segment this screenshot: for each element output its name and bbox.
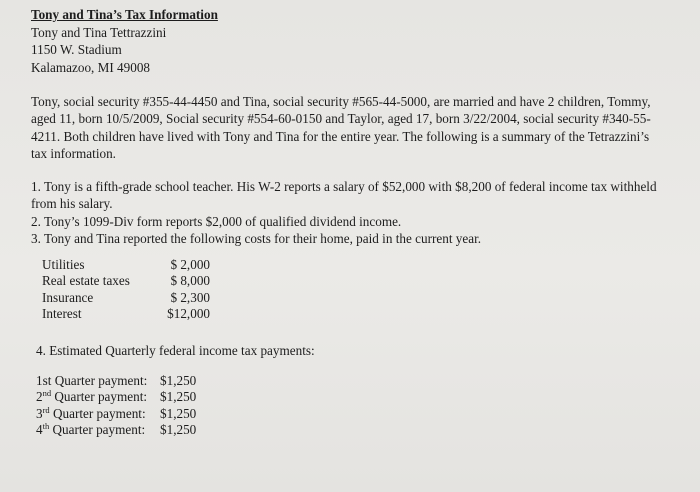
cost-label: Utilities	[42, 257, 85, 272]
cost-row	[42, 273, 210, 289]
cost-row	[42, 257, 210, 273]
quarter-ordinal: th	[42, 420, 50, 431]
quarter-text: Quarter payment:	[54, 373, 148, 388]
quarter-label	[36, 406, 160, 422]
quarterly-payments-table	[36, 373, 196, 438]
cost-amount: $ 2,000	[170, 257, 210, 272]
quarter-text: Quarter payment:	[54, 389, 148, 405]
cost-label: Real estate taxes	[42, 273, 130, 289]
quarter-label	[36, 373, 160, 389]
quarter-amount: $1,250	[160, 389, 197, 405]
quarter-number: 3	[36, 405, 43, 421]
street-address: 1150 W. Stadium	[31, 42, 122, 57]
header-block	[31, 6, 218, 76]
info-list	[31, 178, 671, 248]
quarter-row	[36, 406, 196, 422]
taxpayer-names: Tony and Tina Tettrazzini	[31, 24, 167, 40]
city-state-zip: Kalamazoo, MI 49008	[31, 59, 151, 75]
quarter-text: Quarter payment:	[52, 421, 146, 437]
quarter-amount: $1,250	[160, 405, 197, 421]
quarter-number: 2	[36, 389, 43, 405]
quarter-row	[36, 373, 196, 389]
quarter-number: 1st	[36, 373, 52, 388]
cost-amount: $12,000	[167, 306, 210, 322]
quarter-row	[36, 422, 196, 438]
cost-amount: $ 2,300	[170, 289, 210, 305]
quarter-row	[36, 389, 196, 405]
quarter-amount: $1,250	[160, 421, 197, 437]
intro-paragraph: Tony, social security #355-44-4450 and Tina, social security #565-44-5000, are married and have 2 children, Tommy, aged 11, born 10/5/2009, Social security #554-60-0150 and Taylor, aged 17, born 3/22/2004, social security #340-55-4211. Both children have lived with Tony and Tina for the entire year. The following is a summary of the Tetrazzini’s tax information.	[31, 94, 651, 162]
cost-amount: $ 8,000	[170, 273, 210, 289]
list-item: 3. Tony and Tina reported the following costs for their home, paid in the current year.	[31, 231, 482, 247]
quarter-label	[36, 422, 160, 438]
cost-label: Interest	[42, 306, 82, 322]
cost-row	[42, 290, 210, 306]
list-item-estimated-payments: 4. Estimated Quarterly federal income tax payments:	[36, 343, 315, 358]
home-costs-table	[42, 257, 210, 323]
quarter-ordinal: rd	[42, 404, 50, 415]
quarter-number: 4	[36, 421, 43, 437]
list-item: 2. Tony’s 1099-Div form reports $2,000 of qualified dividend income.	[31, 213, 402, 229]
quarter-ordinal: nd	[42, 388, 52, 399]
quarter-label	[36, 389, 160, 405]
list-item: 1. Tony is a fifth-grade school teacher. His W-2 reports a salary of $52,000 with $8,200 of federal income tax withheld from his salary.	[31, 179, 657, 212]
quarter-amount: $1,250	[160, 373, 197, 388]
cost-row	[42, 306, 210, 322]
quarter-text: Quarter payment:	[52, 405, 146, 421]
document-title: Tony and Tina’s Tax Information	[31, 7, 218, 22]
cost-label: Insurance	[42, 289, 94, 305]
